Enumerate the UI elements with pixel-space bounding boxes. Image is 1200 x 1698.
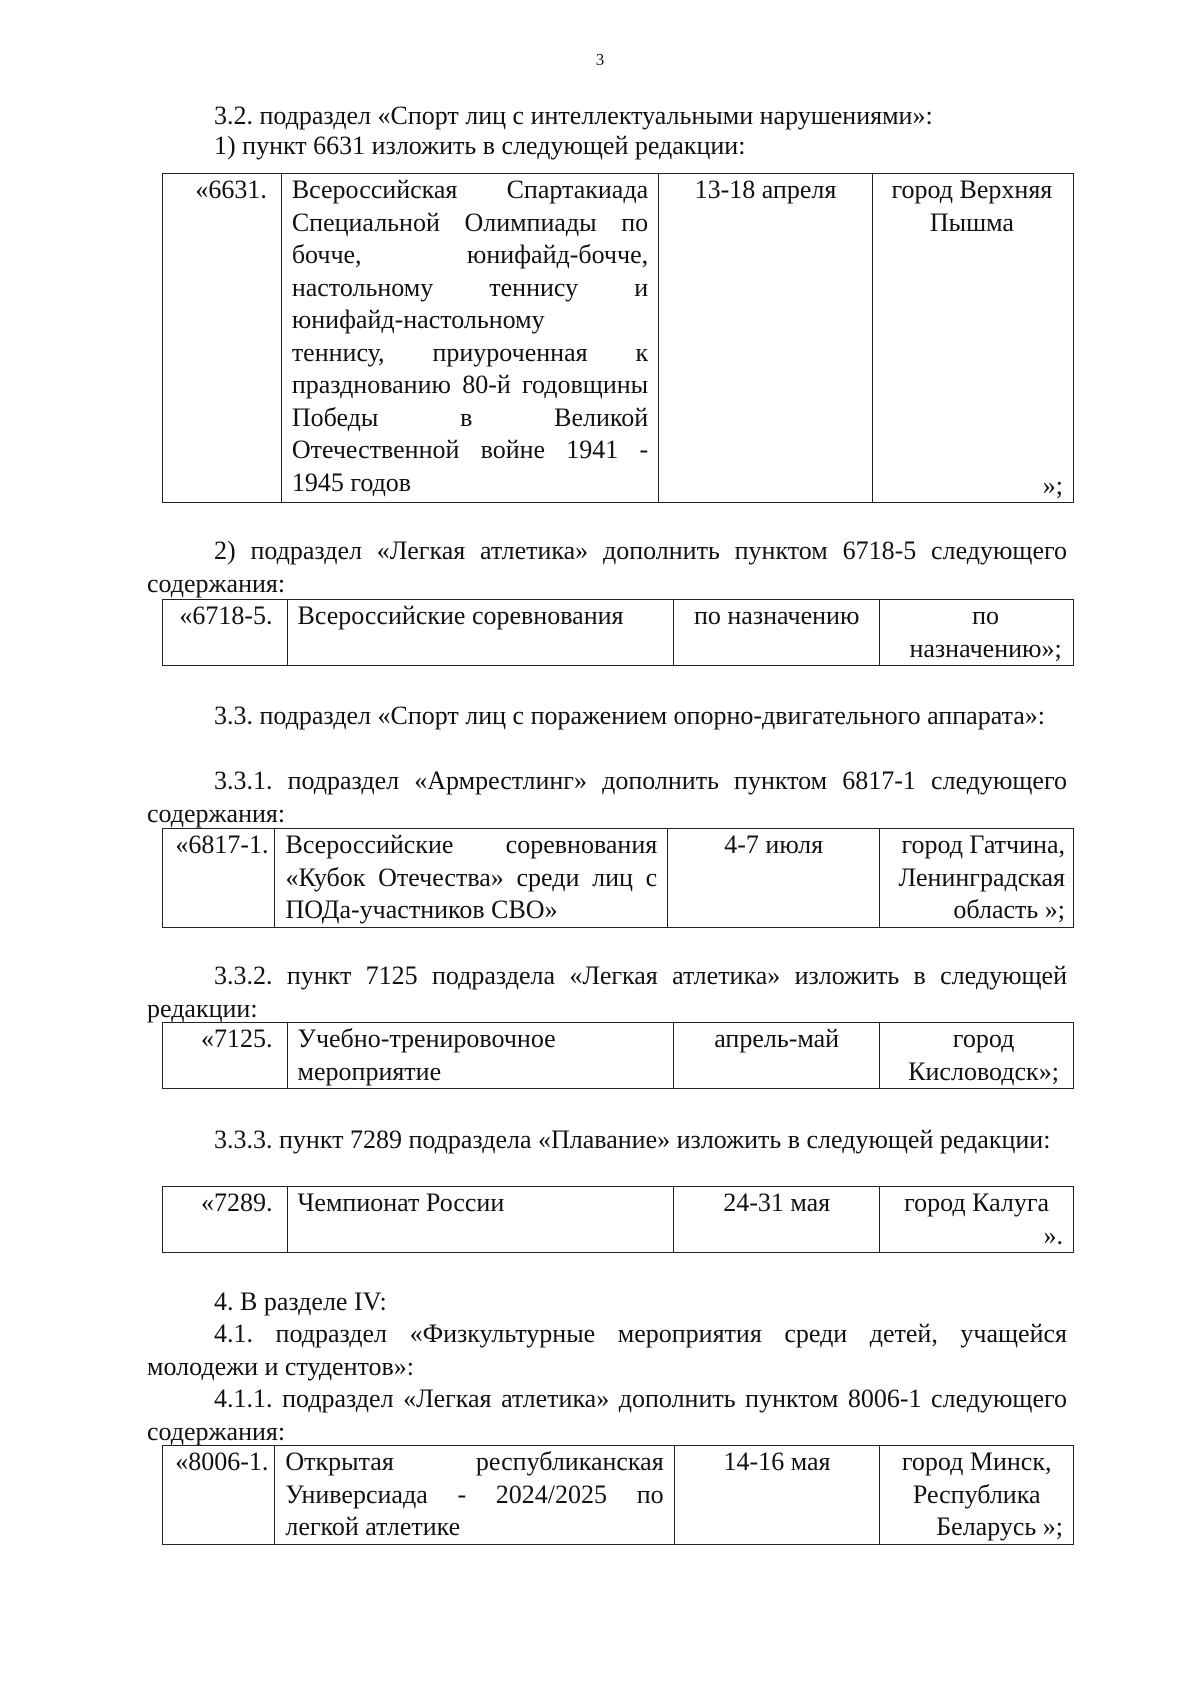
cell-num-7125: «7125. [163,1023,288,1089]
name-line: юнифайд-настольному [291,305,545,334]
name-line: Отечественной войне 1941 - [291,435,649,464]
place-line: Ленинградская [898,862,1065,892]
place-line: город Гатчина, [901,830,1065,859]
name-line: настольному теннису и [291,272,649,302]
closing-quote: ». [1043,1220,1063,1250]
name-line: Всероссийские соревнования [285,830,658,859]
name-line: Всероссийская Спартакиада [291,175,649,204]
closing-quote: »; [1042,470,1063,500]
table-8006-1 [162,1445,1074,1545]
section-3-3-1-text: 3.3.1. подраздел «Армрестлинг» дополнить пунктом 6817-1 следующего содержания: [147,766,1067,828]
cell-place-7125: город Кисловодск»; [880,1023,1074,1089]
table-6718-5 [162,599,1074,666]
section-3-2-heading: 3.2. подраздел «Спорт лиц с интеллектуальными нарушениями»: [214,101,933,130]
item-2-text: 2) подраздел «Легкая атлетика» дополнить пунктом 6718-5 следующего содержания: [147,536,1067,598]
name-line: легкой атлетике [285,1512,461,1541]
name-line: Специальной Олимпиады по [291,207,649,237]
table-6817-1 [162,828,1074,928]
cell-place-6817-1 [880,829,1074,928]
section-4-heading: 4. В разделе IV: [214,1287,387,1316]
cell-num-6631: «6631. [163,174,282,503]
name-line: Открытая республиканская [285,1447,664,1476]
name-line: «Кубок Отечества» среди лиц с [285,862,658,892]
item-1-text: 1) пункт 6631 изложить в следующей редакции: [214,131,746,160]
place-text: город Верхняя Пышма [891,175,1053,237]
table-7289 [162,1186,1074,1253]
place-line: город Минск, [901,1447,1052,1476]
name-line: Победы в Великой [291,402,649,432]
cell-date-7289: 24-31 мая [674,1187,880,1253]
cell-place-6718-5: по назначению»; [880,600,1074,666]
section-3-3-2-text: 3.3.2. пункт 7125 подраздела «Легкая атлетика» изложить в следующей редакции: [147,961,1067,1023]
section-4-1-1-text: 4.1.1. подраздел «Легкая атлетика» дополнить пунктом 8006-1 следующего содержания: [147,1384,1067,1446]
name-line: 1945 годов [291,467,412,497]
name-line: ПОДа-участников СВО» [285,895,558,924]
cell-name-6631 [281,174,658,503]
place-line: Беларусь »; [936,1512,1063,1541]
section-3-3-heading: 3.3. подраздел «Спорт лиц с поражением опорно-двигательного аппарата»: [214,701,1046,730]
cell-place-8006-1 [880,1446,1074,1545]
name-line: празднованию 80-й годовщины [291,370,649,399]
cell-place-7289 [880,1187,1074,1253]
place-text: город Калуга [904,1188,1050,1217]
cell-date-6718-5: по назначению [674,600,880,666]
place-line: область »; [953,895,1065,924]
cell-num-8006-1: «8006-1. [163,1446,275,1545]
cell-date-6631: 13-18 апреля [659,174,873,503]
table-7125 [162,1022,1074,1089]
cell-date-7125: апрель-май [674,1023,880,1089]
cell-place-6631 [872,174,1073,503]
cell-num-6718-5: «6718-5. [163,600,288,666]
cell-date-6817-1: 4-7 июля [668,829,880,928]
name-line: теннису, приуроченная к [291,337,649,367]
name-line: бочче, юнифайд-бочче, [291,240,649,269]
cell-name-7125: Учебно-тренировочное мероприятие [287,1023,674,1089]
page-number: 3 [595,50,605,69]
cell-name-8006-1 [275,1446,674,1545]
cell-name-6817-1 [275,829,668,928]
cell-num-6817-1: «6817-1. [163,829,275,928]
table-6631 [162,173,1074,503]
cell-name-6718-5: Всероссийские соревнования [287,600,674,666]
section-3-3-3-text: 3.3.3. пункт 7289 подраздела «Плавание» изложить в следующей редакции: [214,1125,1051,1154]
cell-date-8006-1: 14-16 мая [674,1446,880,1545]
section-4-1-text: 4.1. подраздел «Физкультурные мероприятия среди детей, учащейся молодежи и студентов»: [147,1319,1067,1381]
cell-name-7289: Чемпионат России [287,1187,674,1253]
cell-num-7289: «7289. [163,1187,288,1253]
place-line: Республика [912,1479,1041,1509]
name-line: Универсиада - 2024/2025 по [285,1479,664,1509]
